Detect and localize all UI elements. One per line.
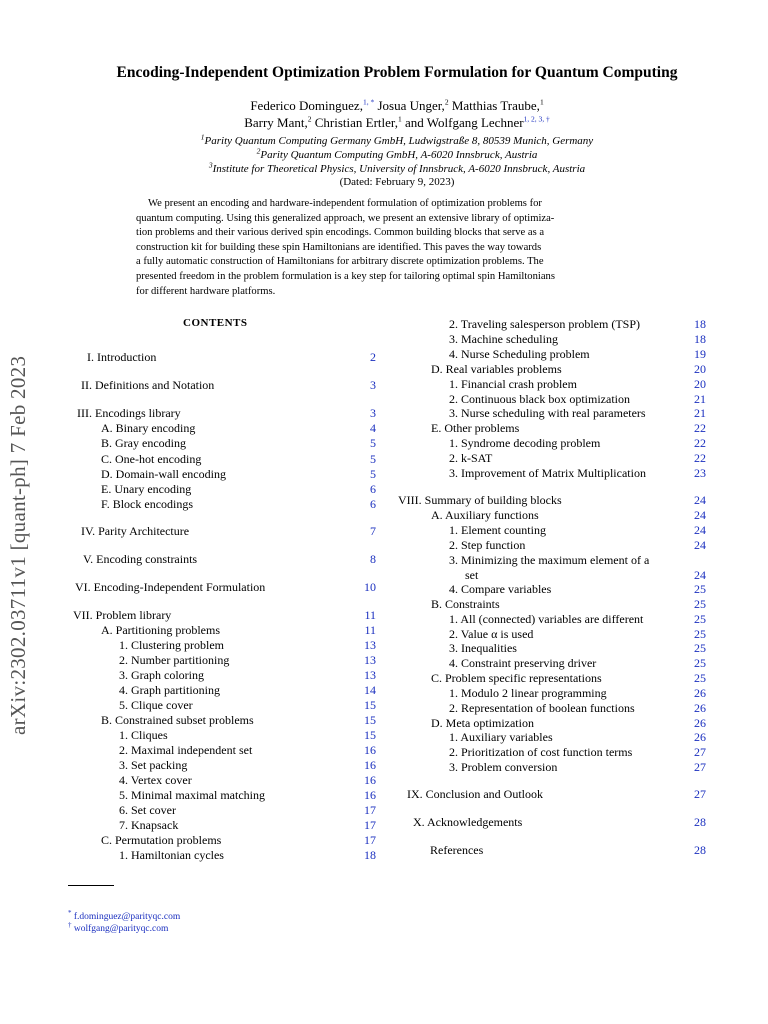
toc-right-entry-label: 2. Traveling salesperson problem (TSP) [449, 317, 640, 331]
toc-right-entry-label: D. Meta optimization [431, 716, 534, 730]
toc-left-entry-label: A. Partitioning problems [101, 623, 220, 637]
toc-right-page-link[interactable]: 26 [694, 701, 706, 715]
toc-right-page-link[interactable]: 23 [694, 466, 706, 480]
toc-left-entry-label: D. Domain-wall encoding [101, 467, 226, 481]
toc-left-page-link[interactable]: 16 [364, 788, 376, 802]
toc-left-entry-label: II. Definitions and Notation [81, 378, 215, 392]
toc-left-entry-label: E. Unary encoding [101, 482, 192, 496]
toc-left-page-link[interactable]: 2 [370, 350, 376, 364]
toc-right-entry-label: 2. Continuous black box optimization [449, 392, 630, 406]
toc-left-entry-label: 1. Cliques [119, 728, 168, 742]
paper-title: Encoding-Independent Optimization Problem Formulation for Quantum Computing [116, 64, 678, 81]
toc-left-entry-label: 4. Graph partitioning [119, 683, 220, 697]
toc-right-page-link[interactable]: 22 [694, 451, 706, 465]
toc-right-entry-label: References [430, 843, 484, 857]
toc-right-page-link[interactable]: 25 [694, 582, 706, 596]
toc-left-entry-label: 1. Hamiltonian cycles [119, 848, 224, 862]
toc-left-entry-label: 3. Set packing [119, 758, 188, 772]
toc-right-page-link[interactable]: 25 [694, 656, 706, 670]
toc-left-page-link[interactable]: 3 [370, 378, 376, 392]
toc-right-entry-label: VIII. Summary of building blocks [398, 493, 562, 507]
toc-left-entry-label: VII. Problem library [73, 608, 172, 622]
footnote-1: * f.dominguez@parityqc.com [68, 909, 181, 923]
toc-right-entry-label: E. Other problems [431, 421, 520, 435]
toc-left-page-link[interactable]: 5 [370, 436, 376, 450]
abstract: We present an encoding and hardware-independent formulation of optimization problems for quantum computing. Using this generalized approach, we present an extensive library of optimiza- tion problems and their various derived spin encodings. Common building blocks that serve as a construction kit for building these spin Hamiltonians are identified. This paves the way towards a fully automatic construction of Hamiltonians for arbitrary discrete optimization problems. The presented freedom in the problem formulation is a key step for tailoring optimal spin Hamiltonians for different hardware platforms. [136, 198, 555, 297]
toc-right-entry-label: 3. Nurse scheduling with real parameters [449, 406, 646, 420]
toc-left-entry-label: 3. Graph coloring [119, 668, 204, 682]
toc-right-page-link[interactable]: 22 [694, 421, 706, 435]
email-link[interactable]: f.dominguez@parityqc.com [73, 912, 181, 923]
toc-left-entry-label: III. Encodings library [77, 406, 181, 420]
toc-left-page-link[interactable]: 5 [370, 452, 376, 466]
toc-left-entry-label: B. Constrained subset problems [101, 713, 254, 727]
toc-right-page-link[interactable]: 27 [694, 745, 706, 759]
toc-left-page-link[interactable]: 15 [364, 713, 376, 727]
toc-left-entry-label: 5. Clique cover [119, 698, 193, 712]
toc-right-page-link[interactable]: 25 [694, 641, 706, 655]
toc-left-entry-label: 5. Minimal maximal matching [119, 788, 265, 802]
toc-right-page-link[interactable]: 20 [694, 362, 706, 376]
toc-left-page-link[interactable]: 17 [364, 803, 376, 817]
footnote-2: † wolfgang@parityqc.com [68, 921, 169, 935]
toc-right-entry-label: 1. Financial crash problem [449, 377, 577, 391]
toc-right-entry-label: 3. Machine scheduling [449, 332, 558, 346]
toc-left-entry-label: C. One-hot encoding [101, 452, 202, 466]
toc-left-page-link[interactable]: 11 [364, 608, 376, 622]
toc-right-entry-label: 2. Value α is used [449, 627, 534, 641]
toc-right-page-link[interactable]: 22 [694, 436, 706, 450]
affiliation-3: $^3$Institute for Theoretical Physics, University of Innsbruck, A-6020 Innsbruck, Austria [208, 160, 586, 175]
toc-left-page-link[interactable]: 16 [364, 743, 376, 757]
toc-left-page-link[interactable]: 17 [364, 833, 376, 847]
toc-right-page-link[interactable]: 26 [694, 716, 706, 730]
toc-right-page-link[interactable]: 21 [694, 406, 706, 420]
toc-left-entry-label: 4. Vertex cover [119, 773, 192, 787]
toc-left-page-link[interactable]: 10 [364, 580, 376, 594]
toc-right-page-link[interactable]: 27 [694, 760, 706, 774]
toc-right-page-link[interactable]: 26 [694, 730, 706, 744]
toc-right-entry-label: A. Auxiliary functions [431, 508, 539, 522]
affiliation-2: $^2$Parity Quantum Computing GmbH, A-6020 Innsbruck, Austria [256, 146, 538, 161]
toc-left-entry-label: C. Permutation problems [101, 833, 222, 847]
toc-right-page-link[interactable]: 28 [694, 843, 706, 857]
toc-left-page-link[interactable]: 4 [370, 421, 376, 435]
toc-left-page-link[interactable]: 15 [364, 728, 376, 742]
toc-right-page-link[interactable]: 26 [694, 686, 706, 700]
toc-left-page-link[interactable]: 13 [364, 668, 376, 682]
toc-right-entry-label: 3. Improvement of Matrix Multiplication [449, 466, 646, 480]
toc-left-page-link[interactable]: 18 [364, 848, 376, 862]
toc-right-page-link[interactable]: 24 [694, 538, 706, 552]
toc-left-entry-label: V. Encoding constraints [83, 552, 198, 566]
toc-left-page-link[interactable]: 13 [364, 653, 376, 667]
toc-right-page-link[interactable]: 24 [694, 523, 706, 537]
email-link[interactable]: wolfgang@parityqc.com [73, 924, 169, 935]
arxiv-stamp[interactable]: arXiv:2302.03711v1 [quant-ph] 7 Feb 2023 [6, 355, 30, 735]
authors-line-2: Barry Mant,$^2$ Christian Ertler,$^1$ and Wolfgang Lechner$^{1, 2, 3, \dagger}$ [244, 114, 550, 130]
toc-right-page-link[interactable]: 24 [694, 568, 706, 582]
toc-right-page-link[interactable]: 18 [694, 317, 706, 331]
toc-left-entry-label: I. Introduction [87, 350, 157, 364]
toc-right-page-link[interactable]: 27 [694, 787, 706, 801]
toc-right-page-link[interactable]: 20 [694, 377, 706, 391]
toc-right-entry-label: B. Constraints [431, 597, 500, 611]
toc-left-page-link[interactable]: 3 [370, 406, 376, 420]
contents-heading: CONTENTS [183, 317, 248, 329]
toc-right-page-link[interactable]: 21 [694, 392, 706, 406]
toc-left-entry-label: VI. Encoding-Independent Formulation [75, 580, 266, 594]
toc-left-page-link[interactable]: 11 [364, 623, 376, 637]
toc-right-page-link[interactable]: 25 [694, 612, 706, 626]
toc-right-page-link[interactable]: 28 [694, 815, 706, 829]
toc-left-page-link[interactable]: 13 [364, 638, 376, 652]
toc-left-page-link[interactable]: 17 [364, 818, 376, 832]
toc-right-page-link[interactable]: 25 [694, 627, 706, 641]
toc-left-entry-label: 2. Maximal independent set [119, 743, 253, 757]
toc-left-page-link[interactable]: 6 [370, 482, 376, 496]
toc-left-entry-label: 1. Clustering problem [119, 638, 224, 652]
toc-right-entry-label: 4. Compare variables [449, 582, 552, 596]
toc-right-entry-label: 3. Problem conversion [449, 760, 558, 774]
toc-left-page-link[interactable]: 14 [364, 683, 376, 697]
toc-right-entry-label: 1. Auxiliary variables [449, 730, 553, 744]
toc-right-entry-label: 2. Prioritization of cost function terms [449, 745, 633, 759]
toc-right-entry-label: IX. Conclusion and Outlook [407, 787, 543, 801]
toc-right-entry-label: 2. Representation of boolean functions [449, 701, 635, 715]
toc-left-page-link[interactable]: 7 [370, 524, 376, 538]
toc-left-page-link[interactable]: 15 [364, 698, 376, 712]
toc-left-entry-label: 2. Number partitioning [119, 653, 230, 667]
authors-line-1: Federico Dominguez,$^{1, *}$ Josua Unger,$^2$ Matthias Traube,$^1$ [250, 97, 544, 113]
toc-left-entry-label: 7. Knapsack [119, 818, 179, 832]
toc-right-entry-label: 3. Minimizing the maximum element of a [449, 553, 650, 567]
footnote-rule [68, 885, 114, 886]
toc-right-page-link[interactable]: 25 [694, 671, 706, 685]
toc-right-entry-label: C. Problem specific representations [431, 671, 602, 685]
toc-right-entry-label: set [465, 568, 479, 582]
toc-right-page-link[interactable]: 24 [694, 493, 706, 507]
toc-left-page-link[interactable]: 8 [370, 552, 376, 566]
toc-left-page-link[interactable]: 16 [364, 773, 376, 787]
toc-left-page-link[interactable]: 6 [370, 497, 376, 511]
toc-right-entry-label: 1. All (connected) variables are different [449, 612, 644, 626]
toc-left-entry-label: A. Binary encoding [101, 421, 196, 435]
toc-left-entry-label: B. Gray encoding [101, 436, 186, 450]
toc-right-entry-label: 3. Inequalities [449, 641, 517, 655]
affiliation-1: $^1$Parity Quantum Computing Germany GmbH, Ludwigstraße 8, 80539 Munich, Germany [200, 132, 594, 147]
toc-right-page-link[interactable]: 25 [694, 597, 706, 611]
toc-right-entry-label: 4. Nurse Scheduling problem [449, 347, 590, 361]
toc-left-page-link[interactable]: 5 [370, 467, 376, 481]
toc-right-entry-label: 4. Constraint preserving driver [449, 656, 597, 670]
toc-right-entry-label: 2. k-SAT [449, 451, 493, 465]
toc-left-entry-label: F. Block encodings [101, 497, 194, 511]
toc-right-entry-label: 1. Modulo 2 linear programming [449, 686, 607, 700]
toc-right-entry-label: D. Real variables problems [431, 362, 562, 376]
toc-right-entry-label: 1. Element counting [449, 523, 546, 537]
toc-right-entry-label: X. Acknowledgements [413, 815, 523, 829]
toc-right-page-link[interactable]: 24 [694, 508, 706, 522]
author-sup-link[interactable]: 1, 2, 3, † [523, 114, 550, 124]
author-sup-link[interactable]: 1, * [362, 97, 375, 107]
toc-right-entry-label: 1. Syndrome decoding problem [449, 436, 601, 450]
toc-left-page-link[interactable]: 16 [364, 758, 376, 772]
toc-right-page-link[interactable]: 19 [694, 347, 706, 361]
dated: (Dated: February 9, 2023) [339, 176, 455, 188]
toc-left-entry-label: 6. Set cover [119, 803, 176, 817]
toc-left-entry-label: IV. Parity Architecture [81, 524, 190, 538]
toc-right-entry-label: 2. Step function [449, 538, 526, 552]
toc-right-page-link[interactable]: 18 [694, 332, 706, 346]
